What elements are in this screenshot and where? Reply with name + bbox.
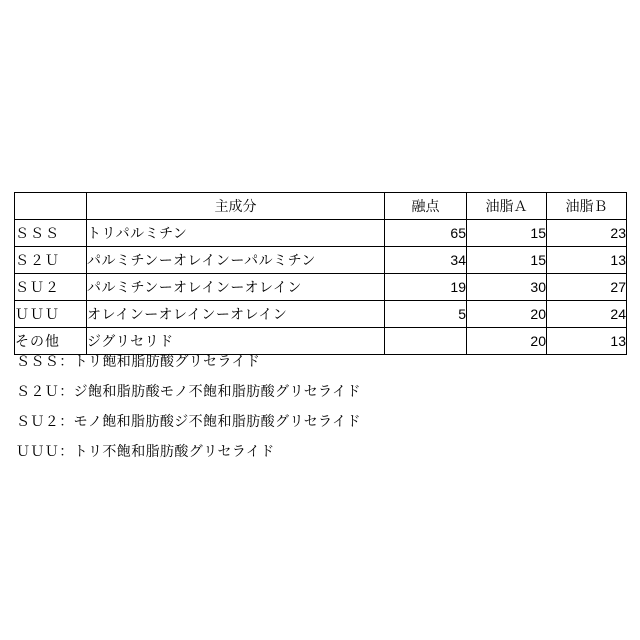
row-melting-point: 5	[385, 301, 467, 328]
row-code: ＵＵＵ	[15, 301, 87, 328]
row-oil-b: 27	[547, 274, 627, 301]
table-body	[15, 220, 627, 355]
legend-notes	[16, 346, 616, 466]
table-row	[15, 274, 627, 301]
row-component: パルミチンーオレインーオレイン	[87, 274, 385, 301]
row-oil-a: 15	[467, 220, 547, 247]
row-code: Ｓ２Ｕ	[15, 247, 87, 274]
row-melting-point: 19	[385, 274, 467, 301]
row-code: ＳＳＳ	[15, 220, 87, 247]
row-code: その他	[15, 328, 87, 355]
row-oil-b: 24	[547, 301, 627, 328]
row-melting-point: 65	[385, 220, 467, 247]
table-header	[15, 193, 627, 220]
row-oil-a: 20	[467, 328, 547, 355]
table-row	[15, 247, 627, 274]
row-oil-b: 13	[547, 328, 627, 355]
row-oil-a: 15	[467, 247, 547, 274]
row-component: パルミチンーオレインーパルミチン	[87, 247, 385, 274]
row-oil-a: 20	[467, 301, 547, 328]
legend-note: Ｓ２Ｕ：ジ飽和脂肪酸モノ不飽和脂肪酸グリセライド	[16, 383, 361, 399]
row-component: トリパルミチン	[87, 220, 385, 247]
composition-table	[14, 192, 627, 355]
legend-note: ＳＳＳ：トリ飽和脂肪酸グリセライド	[16, 353, 261, 369]
table-header-oil-a: 油脂Ａ	[467, 193, 547, 220]
row-component: オレインーオレインーオレイン	[87, 301, 385, 328]
legend-note: ＵＵＵ：トリ不飽和脂肪酸グリセライド	[16, 443, 275, 459]
row-oil-b: 23	[547, 220, 627, 247]
table-header-melting-point: 融点	[385, 193, 467, 220]
table-header-row	[15, 193, 627, 220]
row-component: ジグリセリド	[87, 328, 385, 355]
table-row	[15, 301, 627, 328]
table-header-oil-b: 油脂Ｂ	[547, 193, 627, 220]
composition-table-container	[14, 192, 626, 355]
row-melting-point: 34	[385, 247, 467, 274]
table-row	[15, 220, 627, 247]
legend-note: ＳＵ２：モノ飽和脂肪酸ジ不飽和脂肪酸グリセライド	[16, 413, 361, 429]
row-code: ＳＵ２	[15, 274, 87, 301]
table-header-blank	[15, 193, 87, 220]
table-header-component: 主成分	[87, 193, 385, 220]
row-oil-b: 13	[547, 247, 627, 274]
row-oil-a: 30	[467, 274, 547, 301]
